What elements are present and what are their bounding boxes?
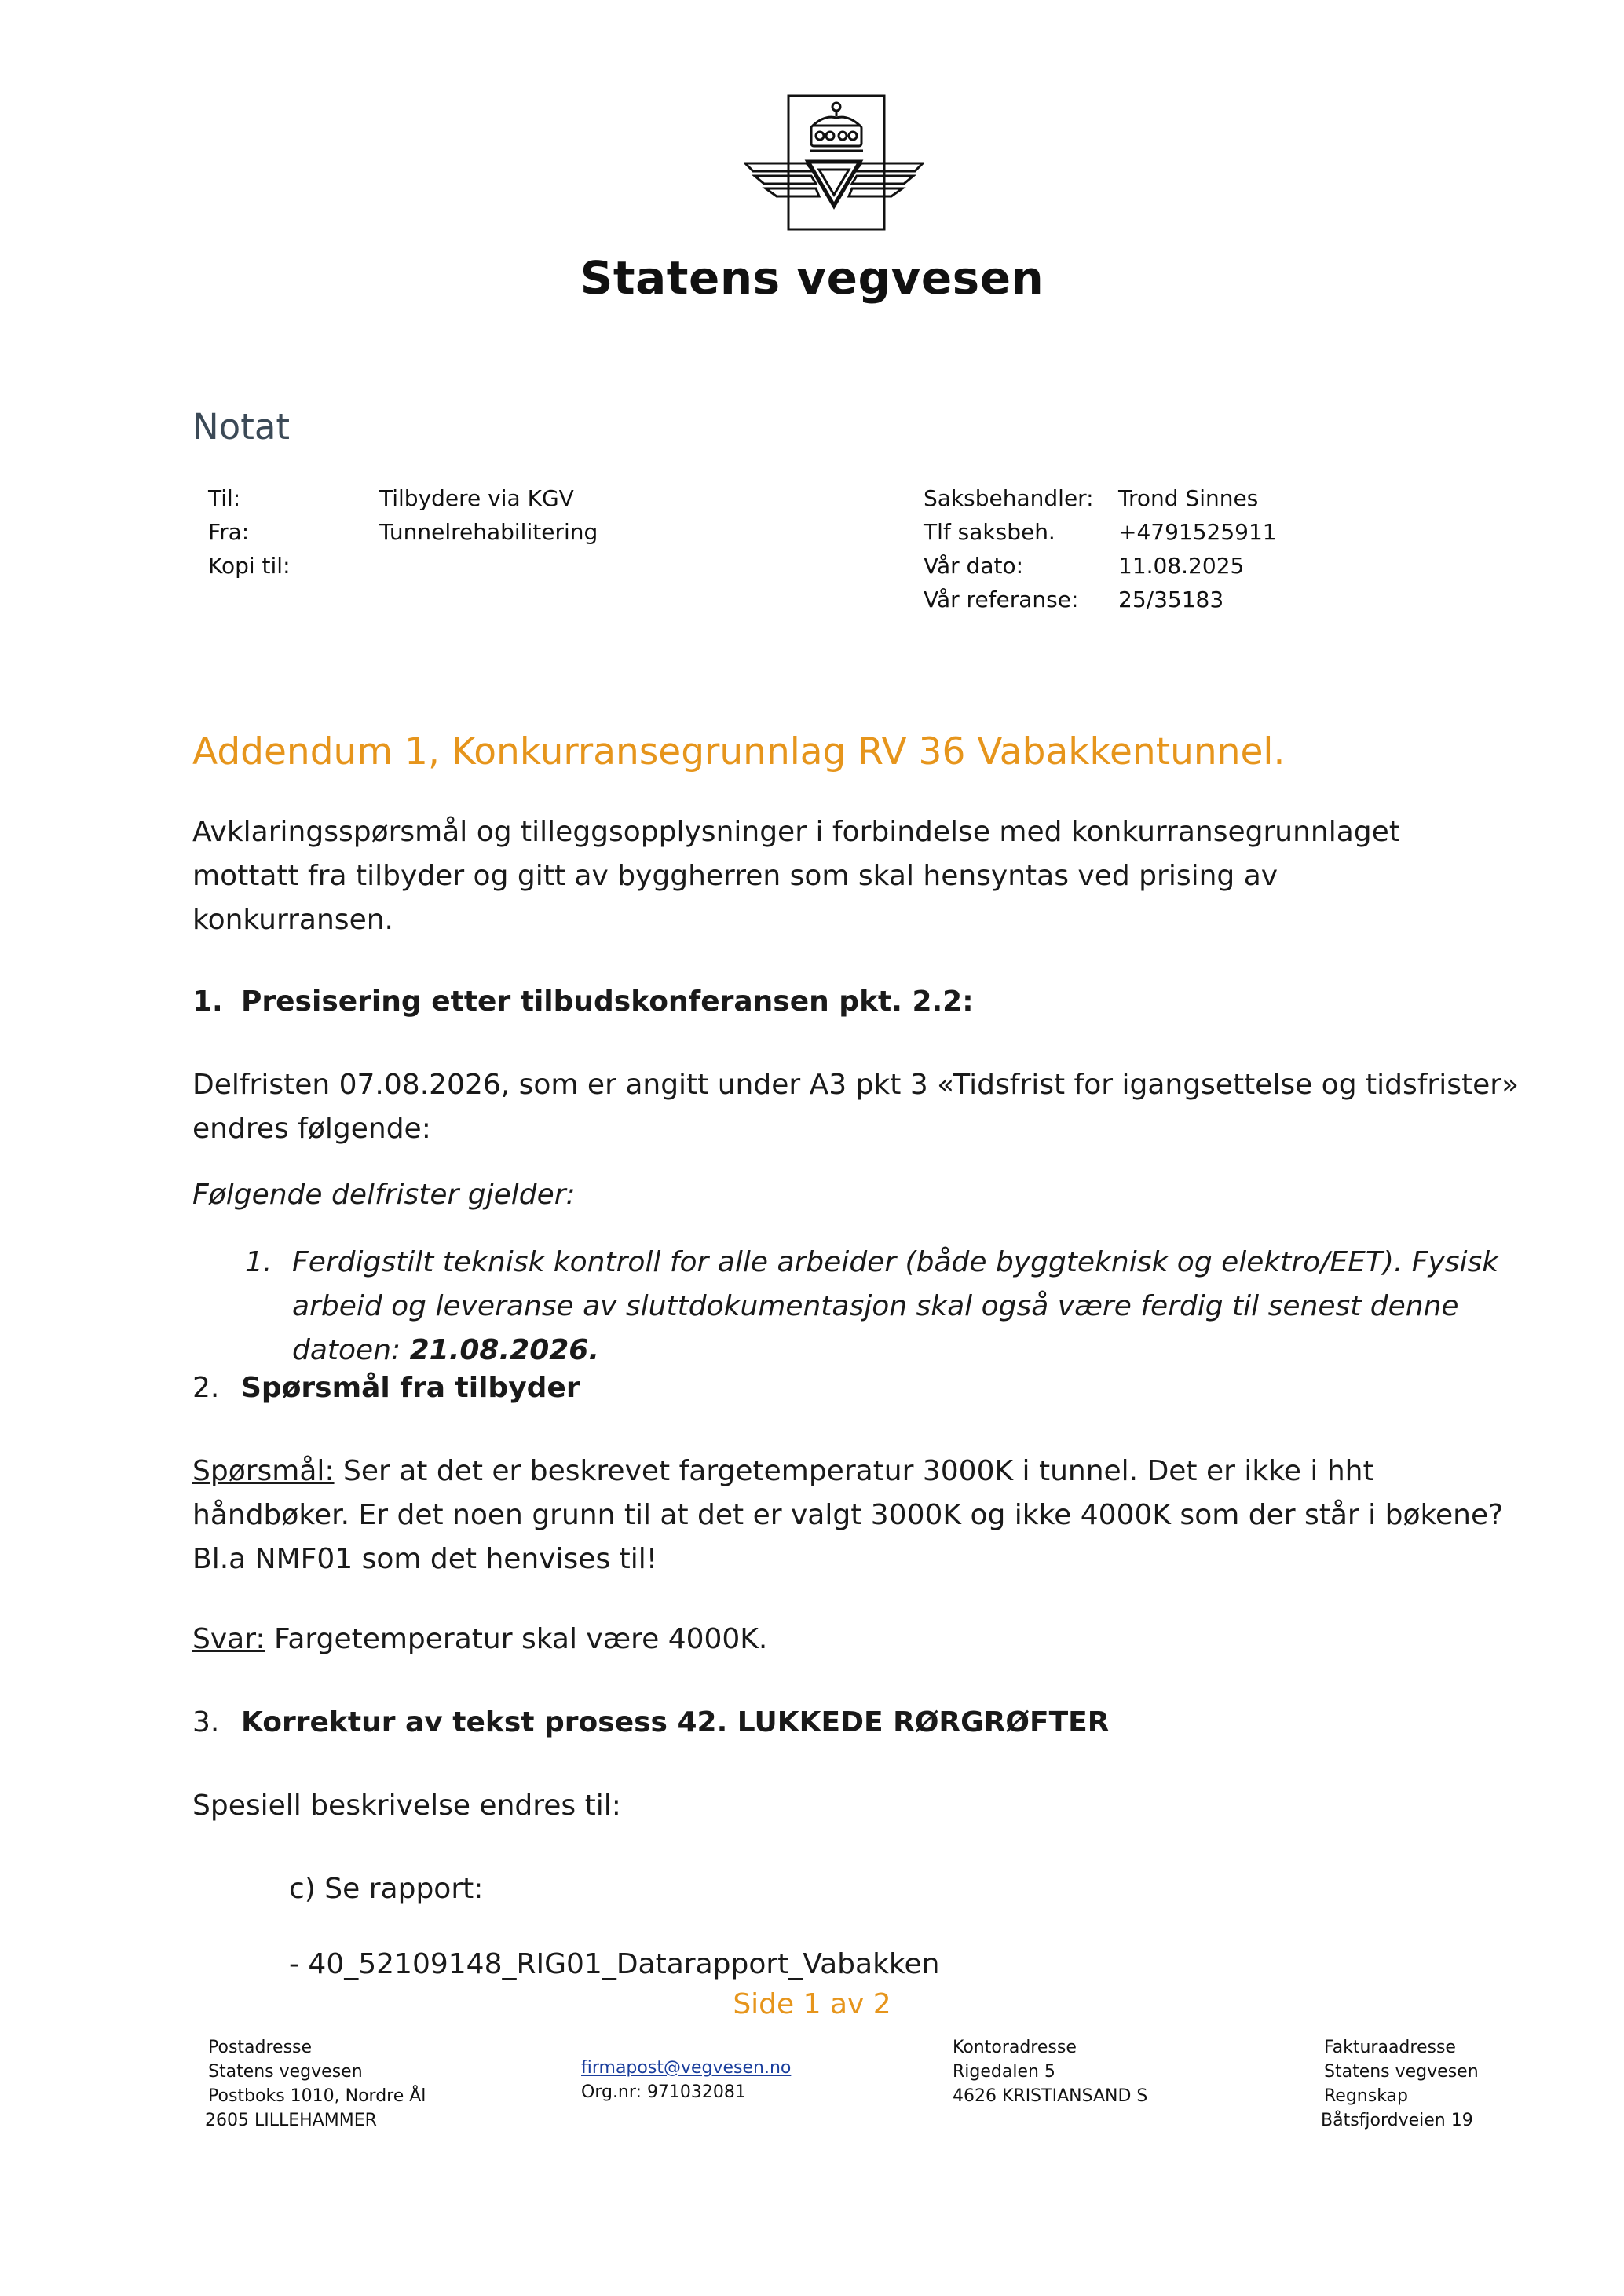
tlf-value: +4791525911 <box>1118 519 1277 545</box>
intro-line: mottatt fra tilbyder og gitt av byggherren som skal hensyntas ved prising av <box>192 860 1278 892</box>
fra-label: Fra: <box>208 519 250 545</box>
question-line: Bl.a NMF01 som det henvises til! <box>192 1543 658 1575</box>
brand-name: Statens vegvesen <box>580 251 1044 305</box>
til-label: Til: <box>208 485 241 511</box>
footer-line: Regnskap <box>1324 2086 1409 2106</box>
footer-contact <box>581 2056 791 2104</box>
var-dato-value: 11.08.2025 <box>1118 553 1245 579</box>
delfrist-item-line: Ferdigstilt teknisk kontroll for alle arbeider (både byggteknisk og elektro/EET). Fysisk <box>292 1246 1499 1278</box>
answer-label: Svar: <box>192 1623 265 1655</box>
footer-line: 4626 KRISTIANSAND S <box>953 2086 1148 2106</box>
question-line: håndbøker. Er det noen grunn til at det er valgt 3000K og ikke 4000K som der står i bøkene? <box>192 1499 1504 1531</box>
section-3-title: Korrektur av tekst prosess 42. LUKKEDE RØRGRØFTER <box>241 1706 1110 1738</box>
section-2-number: 2. <box>192 1372 220 1404</box>
statens-vegvesen-logo <box>744 94 924 232</box>
crown-wings-icon <box>744 94 924 232</box>
delfrist-item-number: 1. <box>245 1246 272 1278</box>
section-2-heading <box>192 1366 580 1410</box>
fra-value: Tunnelrehabilitering <box>379 519 598 545</box>
section-3-number: 3. <box>192 1706 220 1738</box>
answer-paragraph <box>192 1618 767 1662</box>
delfrist-item <box>292 1241 1498 1373</box>
footer-fakturaadresse <box>1321 2035 1479 2133</box>
footer-kontoradresse <box>953 2035 1147 2108</box>
document-heading: Addendum 1, Konkurransegrunnlag RV 36 Vabakkentunnel. <box>192 730 1286 773</box>
footer-email-link[interactable]: firmapost@vegvesen.no <box>581 2058 792 2078</box>
footer-line: Statens vegvesen <box>208 2062 363 2082</box>
saksbehandler-label: Saksbehandler: <box>924 485 1094 511</box>
footer-line: Båtsfjordveien 19 <box>1321 2111 1473 2130</box>
intro-line: konkurransen. <box>192 904 393 936</box>
question-label: Spørsmål: <box>192 1455 335 1487</box>
delfrist-date-prefix: datoen: <box>292 1334 410 1366</box>
footer-line: Statens vegvesen <box>1324 2062 1479 2082</box>
footer-line: Postboks 1010, Nordre Ål <box>208 2086 426 2106</box>
footer-orgnr: Org.nr: 971032081 <box>581 2082 746 2102</box>
intro-line: Avklaringsspørsmål og tilleggsopplysninger i forbindelse med konkurransegrunnlaget <box>192 816 1400 848</box>
footer-line: 2605 LILLEHAMMER <box>205 2111 377 2130</box>
section-3-line: Spesiell beskrivelse endres til: <box>192 1790 621 1822</box>
answer-text: Fargetemperatur skal være 4000K. <box>265 1623 768 1655</box>
var-referanse-label: Vår referanse: <box>924 587 1079 612</box>
footer-line: Kontoradresse <box>953 2038 1077 2057</box>
delfrister-intro: Følgende delfrister gjelder: <box>192 1179 576 1211</box>
delfrist-item-line: arbeid og leveranse av sluttdokumentasjon skal også være ferdig til senest denne <box>292 1290 1459 1322</box>
footer-line: Rigedalen 5 <box>953 2062 1055 2082</box>
question-paragraph <box>192 1450 1503 1581</box>
section-3-sub2: - 40_52109148_RIG01_Datarapport_Vabakken <box>289 1948 940 1980</box>
notat-title: Notat <box>192 406 291 448</box>
page-number: Side 1 av 2 <box>733 1988 891 2020</box>
saksbehandler-value: Trond Sinnes <box>1118 485 1259 511</box>
footer-line: Postadresse <box>208 2038 313 2057</box>
var-dato-label: Vår dato: <box>924 553 1024 579</box>
question-line: Ser at det er beskrevet fargetemperatur 3000K i tunnel. Det er ikke i hht <box>334 1455 1374 1487</box>
footer-line: Fakturaadresse <box>1324 2038 1456 2057</box>
section-3-sub1: c) Se rapport: <box>289 1873 484 1905</box>
section-1-number: 1. <box>192 985 223 1018</box>
intro-paragraph <box>192 810 1400 942</box>
section-1-heading <box>192 980 974 1024</box>
footer-postadresse <box>205 2035 426 2133</box>
var-referanse-value: 25/35183 <box>1118 587 1224 612</box>
section-2-title: Spørsmål fra tilbyder <box>241 1372 580 1404</box>
kopi-til-label: Kopi til: <box>208 553 291 579</box>
section-3-heading <box>192 1701 1109 1745</box>
section-1-text <box>192 1063 1519 1151</box>
delfrist-date: 21.08.2026. <box>409 1334 600 1366</box>
section-1-line: endres følgende: <box>192 1113 431 1145</box>
tlf-label: Tlf saksbeh. <box>924 519 1055 545</box>
section-1-line: Delfristen 07.08.2026, som er angitt under A3 pkt 3 «Tidsfrist for igangsettelse og tidsfrister» <box>192 1069 1520 1101</box>
section-1-title: Presisering etter tilbudskonferansen pkt. 2.2: <box>241 985 974 1018</box>
til-value: Tilbydere via KGV <box>379 485 574 511</box>
